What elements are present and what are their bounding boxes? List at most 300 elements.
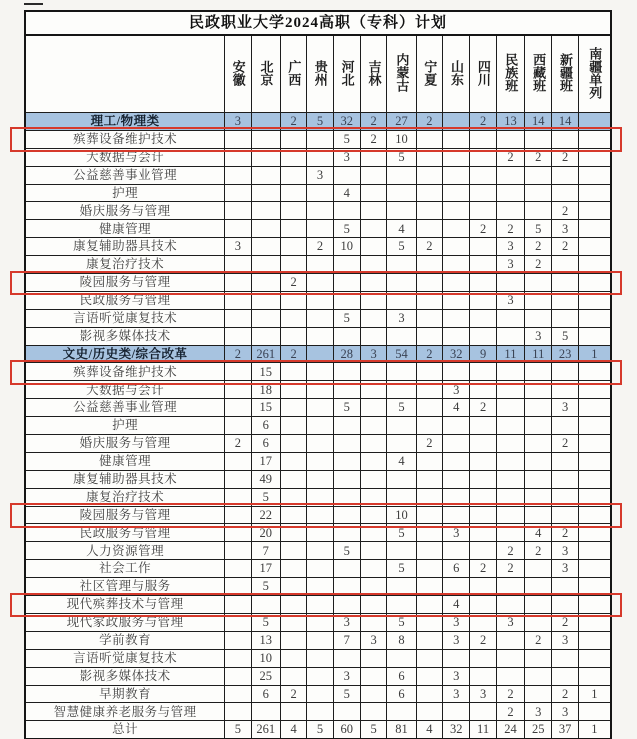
value-cell [525, 506, 552, 524]
column-header-label: 内蒙古 [394, 53, 410, 93]
value-cell [578, 363, 611, 381]
value-cell [416, 452, 442, 470]
value-cell [307, 703, 333, 721]
column-header-label: 宁夏 [422, 59, 438, 86]
value-cell [333, 417, 360, 435]
column-header [251, 35, 280, 113]
value-cell [578, 166, 611, 184]
value-cell [280, 130, 306, 148]
value-cell [387, 542, 416, 560]
value-cell [307, 274, 333, 292]
value-cell [251, 202, 280, 220]
value-cell [578, 381, 611, 399]
row-label: 影视多媒体技术 [25, 327, 225, 345]
value-cell: 5 [387, 560, 416, 578]
value-cell [280, 220, 306, 238]
value-cell [280, 524, 306, 542]
value-cell [578, 113, 611, 131]
value-cell [525, 381, 552, 399]
value-cell: 6 [251, 417, 280, 435]
value-cell [251, 148, 280, 166]
value-cell [333, 578, 360, 596]
value-cell [225, 488, 251, 506]
row-label: 早期教育 [25, 685, 225, 703]
value-cell [225, 578, 251, 596]
row-label: 理工/物理类 [25, 113, 225, 131]
value-cell: 2 [416, 238, 442, 256]
value-cell [470, 327, 496, 345]
value-cell [578, 488, 611, 506]
value-cell: 3 [360, 631, 386, 649]
enrollment-plan-table [24, 10, 612, 739]
value-cell [496, 524, 524, 542]
value-cell [578, 542, 611, 560]
value-cell [387, 488, 416, 506]
row-label: 康复治疗技术 [25, 256, 225, 274]
row-label: 公益慈善事业管理 [25, 399, 225, 417]
value-cell [496, 631, 524, 649]
value-cell [470, 417, 496, 435]
value-cell [251, 256, 280, 274]
value-cell [443, 435, 470, 453]
value-cell [251, 274, 280, 292]
row-label: 现代家政服务与管理 [25, 613, 225, 631]
row-label: 健康管理 [25, 220, 225, 238]
value-cell: 2 [552, 148, 578, 166]
value-cell [578, 184, 611, 202]
value-cell: 5 [387, 148, 416, 166]
value-cell: 4 [416, 721, 442, 739]
value-cell [443, 327, 470, 345]
value-cell [387, 256, 416, 274]
table-row [25, 578, 611, 596]
value-cell [416, 596, 442, 614]
table-row [25, 202, 611, 220]
value-cell [578, 148, 611, 166]
value-cell: 6 [443, 560, 470, 578]
value-cell [360, 703, 386, 721]
row-label: 陵园服务与管理 [25, 506, 225, 524]
value-cell [470, 488, 496, 506]
row-label: 文史/历史类/综合改革 [25, 345, 225, 363]
value-cell [578, 452, 611, 470]
value-cell [416, 148, 442, 166]
value-cell [280, 363, 306, 381]
value-cell: 3 [470, 685, 496, 703]
value-cell [333, 381, 360, 399]
value-cell: 3 [496, 613, 524, 631]
table-row [25, 649, 611, 667]
value-cell [578, 417, 611, 435]
value-cell [525, 274, 552, 292]
value-cell [416, 399, 442, 417]
value-cell [552, 291, 578, 309]
value-cell [416, 220, 442, 238]
value-cell [360, 363, 386, 381]
value-cell: 5 [225, 721, 251, 739]
value-cell: 3 [307, 166, 333, 184]
value-cell [496, 130, 524, 148]
value-cell [416, 256, 442, 274]
value-cell: 261 [251, 345, 280, 363]
value-cell [443, 184, 470, 202]
value-cell [416, 613, 442, 631]
value-cell: 15 [251, 399, 280, 417]
value-cell: 20 [251, 524, 280, 542]
column-header [416, 35, 442, 113]
value-cell [387, 274, 416, 292]
value-cell [280, 613, 306, 631]
value-cell [552, 184, 578, 202]
value-cell [251, 309, 280, 327]
value-cell [443, 703, 470, 721]
value-cell [443, 488, 470, 506]
crop-artifact-line [24, 3, 43, 5]
row-label: 现代殡葬技术与管理 [25, 596, 225, 614]
value-cell [333, 506, 360, 524]
value-cell: 25 [525, 721, 552, 739]
value-cell [360, 238, 386, 256]
value-cell: 32 [333, 113, 360, 131]
corner-cell [25, 35, 225, 113]
value-cell: 81 [387, 721, 416, 739]
value-cell [307, 524, 333, 542]
value-cell [333, 202, 360, 220]
table-row [25, 184, 611, 202]
value-cell [552, 452, 578, 470]
value-cell [416, 166, 442, 184]
value-cell [578, 238, 611, 256]
value-cell [470, 667, 496, 685]
value-cell [496, 667, 524, 685]
row-label: 护理 [25, 417, 225, 435]
value-cell: 2 [470, 399, 496, 417]
value-cell: 2 [470, 220, 496, 238]
value-cell [525, 202, 552, 220]
value-cell [225, 256, 251, 274]
value-cell [307, 435, 333, 453]
table-row [25, 220, 611, 238]
value-cell: 32 [443, 721, 470, 739]
value-cell: 27 [387, 113, 416, 131]
value-cell: 5 [251, 488, 280, 506]
value-cell: 2 [225, 435, 251, 453]
value-cell [387, 363, 416, 381]
value-cell [470, 184, 496, 202]
value-cell [496, 470, 524, 488]
column-header [307, 35, 333, 113]
value-cell [225, 184, 251, 202]
value-cell [333, 256, 360, 274]
value-cell: 5 [251, 613, 280, 631]
value-cell [496, 202, 524, 220]
value-cell [496, 399, 524, 417]
value-cell [496, 649, 524, 667]
value-cell [552, 381, 578, 399]
value-cell [307, 488, 333, 506]
value-cell [552, 578, 578, 596]
value-cell [280, 596, 306, 614]
value-cell [525, 291, 552, 309]
column-header-label: 北京 [258, 59, 274, 86]
value-cell [416, 524, 442, 542]
value-cell [470, 381, 496, 399]
row-label: 言语听觉康复技术 [25, 309, 225, 327]
value-cell [225, 327, 251, 345]
value-cell [307, 327, 333, 345]
row-label: 婚庆服务与管理 [25, 202, 225, 220]
column-header [280, 35, 306, 113]
value-cell: 2 [280, 345, 306, 363]
table-row [25, 291, 611, 309]
value-cell: 9 [470, 345, 496, 363]
value-cell [416, 309, 442, 327]
table-row [25, 452, 611, 470]
value-cell [578, 649, 611, 667]
value-cell [443, 130, 470, 148]
value-cell [225, 130, 251, 148]
value-cell: 60 [333, 721, 360, 739]
value-cell [578, 130, 611, 148]
value-cell [307, 667, 333, 685]
value-cell [360, 560, 386, 578]
value-cell: 3 [387, 309, 416, 327]
value-cell [251, 596, 280, 614]
value-cell: 4 [280, 721, 306, 739]
value-cell: 2 [470, 560, 496, 578]
value-cell: 13 [496, 113, 524, 131]
row-label: 社区管理与服务 [25, 578, 225, 596]
value-cell [525, 596, 552, 614]
column-header-label: 贵州 [312, 59, 328, 86]
value-cell: 261 [251, 721, 280, 739]
value-cell [307, 596, 333, 614]
value-cell [525, 184, 552, 202]
value-cell [496, 596, 524, 614]
value-cell [416, 274, 442, 292]
value-cell [416, 381, 442, 399]
value-cell: 10 [251, 649, 280, 667]
value-cell [496, 309, 524, 327]
value-cell [225, 667, 251, 685]
value-cell: 5 [333, 399, 360, 417]
value-cell [578, 327, 611, 345]
table-row [25, 399, 611, 417]
value-cell [470, 291, 496, 309]
value-cell: 23 [552, 345, 578, 363]
value-cell [578, 399, 611, 417]
value-cell [360, 685, 386, 703]
value-cell: 8 [387, 631, 416, 649]
value-cell [360, 202, 386, 220]
value-cell [225, 596, 251, 614]
value-cell [525, 667, 552, 685]
value-cell [280, 291, 306, 309]
value-cell: 4 [333, 184, 360, 202]
value-cell [443, 113, 470, 131]
value-cell [443, 649, 470, 667]
value-cell: 49 [251, 470, 280, 488]
value-cell: 6 [387, 667, 416, 685]
value-cell [443, 166, 470, 184]
value-cell [470, 506, 496, 524]
value-cell [470, 148, 496, 166]
section-header-row [25, 345, 611, 363]
value-cell [470, 238, 496, 256]
value-cell: 11 [525, 345, 552, 363]
value-cell: 4 [525, 524, 552, 542]
value-cell [225, 703, 251, 721]
value-cell [360, 184, 386, 202]
column-header [552, 35, 578, 113]
value-cell [387, 596, 416, 614]
value-cell [470, 542, 496, 560]
value-cell [416, 291, 442, 309]
value-cell [360, 506, 386, 524]
value-cell [280, 452, 306, 470]
value-cell [496, 166, 524, 184]
value-cell: 2 [496, 220, 524, 238]
column-header [360, 35, 386, 113]
value-cell: 2 [470, 113, 496, 131]
value-cell [578, 506, 611, 524]
value-cell: 3 [443, 667, 470, 685]
value-cell: 5 [307, 721, 333, 739]
value-cell: 22 [251, 506, 280, 524]
value-cell [307, 220, 333, 238]
value-cell: 4 [387, 452, 416, 470]
column-header-label: 广西 [286, 59, 302, 86]
value-cell [525, 488, 552, 506]
value-cell [416, 327, 442, 345]
row-label: 大数据与会计 [25, 381, 225, 399]
value-cell: 2 [525, 631, 552, 649]
value-cell [387, 327, 416, 345]
value-cell [470, 578, 496, 596]
value-cell: 24 [496, 721, 524, 739]
value-cell: 3 [525, 327, 552, 345]
value-cell [443, 256, 470, 274]
value-cell: 17 [251, 560, 280, 578]
row-label: 康复辅助器具技术 [25, 238, 225, 256]
value-cell [525, 309, 552, 327]
table-row [25, 542, 611, 560]
value-cell: 3 [552, 220, 578, 238]
value-cell [525, 399, 552, 417]
value-cell: 2 [280, 274, 306, 292]
value-cell: 37 [552, 721, 578, 739]
value-cell [552, 166, 578, 184]
value-cell [307, 470, 333, 488]
row-label: 殡葬设备维护技术 [25, 130, 225, 148]
value-cell [280, 148, 306, 166]
table-row [25, 417, 611, 435]
value-cell [333, 327, 360, 345]
value-cell [307, 291, 333, 309]
value-cell [225, 506, 251, 524]
row-label: 健康管理 [25, 452, 225, 470]
value-cell [360, 596, 386, 614]
value-cell [307, 399, 333, 417]
value-cell [280, 470, 306, 488]
table-row [25, 631, 611, 649]
value-cell [307, 309, 333, 327]
value-cell: 2 [360, 113, 386, 131]
value-cell [443, 220, 470, 238]
table-row [25, 327, 611, 345]
table-row [25, 667, 611, 685]
value-cell [470, 452, 496, 470]
value-cell: 11 [470, 721, 496, 739]
table-row [25, 506, 611, 524]
value-cell [387, 435, 416, 453]
column-header [387, 35, 416, 113]
value-cell [578, 524, 611, 542]
value-cell: 2 [416, 113, 442, 131]
value-cell [225, 470, 251, 488]
value-cell [578, 631, 611, 649]
value-cell [470, 613, 496, 631]
value-cell [360, 274, 386, 292]
value-cell [307, 613, 333, 631]
column-header-label: 南疆单列 [587, 46, 603, 99]
row-label: 殡葬设备维护技术 [25, 363, 225, 381]
value-cell [578, 435, 611, 453]
value-cell [360, 381, 386, 399]
value-cell: 3 [496, 238, 524, 256]
value-cell: 3 [552, 542, 578, 560]
value-cell [280, 488, 306, 506]
row-label: 民政服务与管理 [25, 291, 225, 309]
value-cell: 1 [578, 685, 611, 703]
value-cell [387, 578, 416, 596]
value-cell [307, 345, 333, 363]
value-cell [525, 685, 552, 703]
column-header-label: 新疆班 [557, 53, 573, 93]
value-cell: 2 [525, 148, 552, 166]
value-cell [496, 417, 524, 435]
value-cell [578, 291, 611, 309]
value-cell [307, 148, 333, 166]
column-header-row [25, 35, 611, 113]
value-cell: 10 [387, 130, 416, 148]
column-header [470, 35, 496, 113]
value-cell: 3 [552, 703, 578, 721]
value-cell [496, 381, 524, 399]
value-cell [525, 578, 552, 596]
value-cell: 7 [251, 542, 280, 560]
value-cell: 1 [578, 721, 611, 739]
value-cell: 2 [360, 130, 386, 148]
value-cell [387, 166, 416, 184]
value-cell: 2 [525, 238, 552, 256]
table-title-row [25, 11, 611, 35]
value-cell: 4 [387, 220, 416, 238]
value-cell [496, 274, 524, 292]
value-cell [360, 524, 386, 542]
value-cell [307, 417, 333, 435]
value-cell [307, 506, 333, 524]
value-cell: 3 [496, 256, 524, 274]
table-row [25, 596, 611, 614]
value-cell: 3 [496, 291, 524, 309]
value-cell [225, 274, 251, 292]
table-row [25, 703, 611, 721]
value-cell: 11 [496, 345, 524, 363]
row-label: 智慧健康养老服务与管理 [25, 703, 225, 721]
value-cell [470, 649, 496, 667]
value-cell [333, 488, 360, 506]
